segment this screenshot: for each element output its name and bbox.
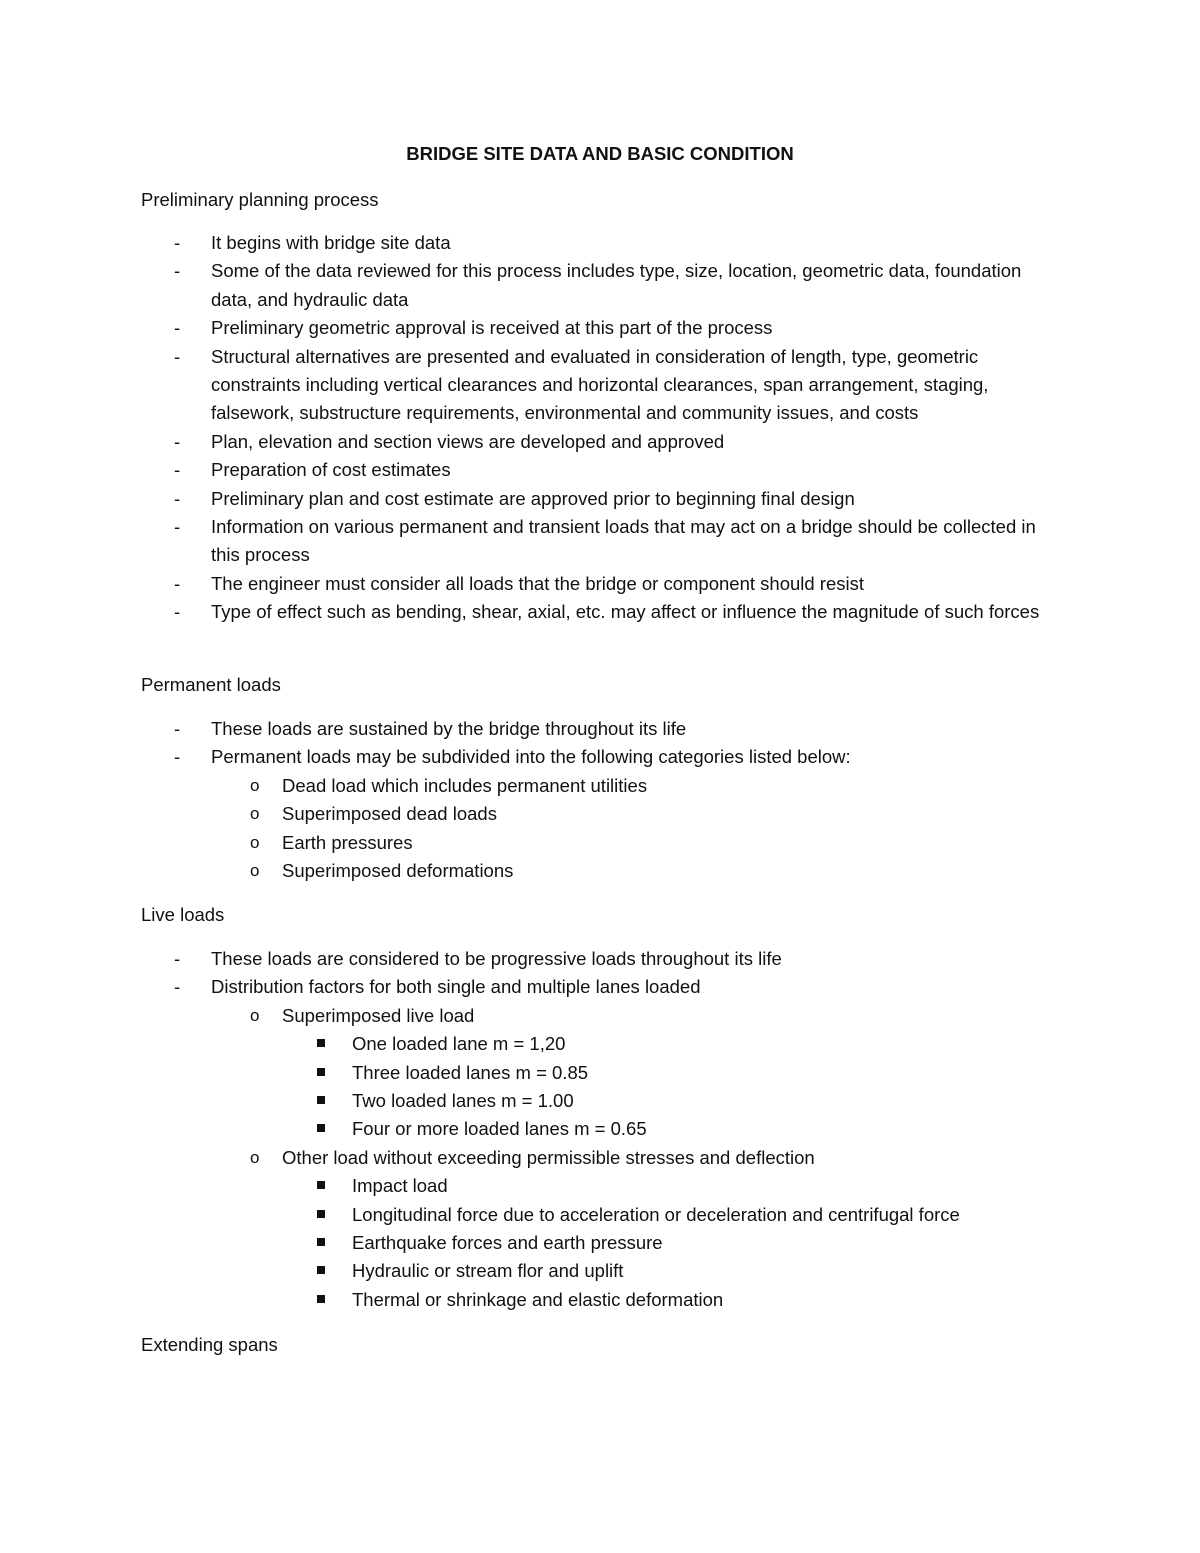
preliminary-planning-list [141,229,1061,627]
dash-bullet: - [174,516,181,538]
sub-sub-list-item: Thermal or shrinkage and elastic deformation [141,1286,1061,1314]
square-bullet-icon [317,1295,325,1303]
list-item: - It begins with bridge site data [141,229,1061,257]
circle-bullet: o [250,861,260,881]
square-bullet-icon [317,1124,325,1132]
circle-bullet: o [250,804,260,824]
sub-sub-list-item: Three loaded lanes m = 0.85 [141,1059,1061,1087]
dash-bullet: - [174,430,181,452]
dash-bullet: - [174,718,181,739]
list-item: - Preliminary plan and cost estimate are approved prior to beginning final design [141,485,1061,513]
square-bullet-icon [317,1238,325,1246]
circle-bullet: o [250,775,260,795]
list-item: - Preparation of cost estimates [141,456,1061,484]
list-item: - The engineer must consider all loads that the bridge or component should resist [141,570,1061,598]
sub-sub-list-item: Two loaded lanes m = 1.00 [141,1087,1061,1115]
sub-sub-list-item: Four or more loaded lanes m = 0.65 [141,1115,1061,1143]
list-item: - These loads are considered to be progressive loads throughout its life [141,945,1061,973]
permanent-loads-list [141,715,1061,885]
list-item: - Some of the data reviewed for this process includes type, size, location, geometric data, foundation data, and hydraulic data [141,257,1061,314]
live-loads-list [141,945,1061,1314]
sub-sub-list-item: One loaded lane m = 1,20 [141,1030,1061,1058]
square-bullet-icon [317,1039,325,1047]
square-bullet-icon [317,1266,325,1274]
list-item: - Preliminary geometric approval is received at this part of the process [141,314,1061,342]
dash-bullet: - [174,317,181,339]
sub-list-item: o Superimposed deformations [141,857,1061,885]
sub-list-item: o Other load without exceeding permissible stresses and deflection [141,1144,1061,1172]
circle-bullet: o [250,1005,260,1025]
dash-bullet: - [174,746,181,768]
section-heading-live-loads: Live loads [141,904,225,925]
list-item: - Information on various permanent and transient loads that may act on a bridge should be collected in this process [141,513,1061,570]
dash-bullet: - [174,572,181,594]
sub-list-item: o Superimposed live load [141,1002,1061,1030]
dash-bullet: - [174,232,181,253]
square-bullet-icon [317,1096,325,1104]
list-item: - Distribution factors for both single and multiple lanes loaded [141,973,1061,1001]
dash-bullet: - [174,601,181,623]
section-heading-extending-spans: Extending spans [141,1334,278,1355]
document-title: BRIDGE SITE DATA AND BASIC CONDITION [406,143,794,164]
sub-list-item: o Superimposed dead loads [141,800,1061,828]
dash-bullet: - [174,948,181,969]
section-heading-permanent-loads: Permanent loads [141,674,281,695]
dash-bullet: - [174,345,181,367]
list-item: - Plan, elevation and section views are developed and approved [141,428,1061,456]
sub-sub-list-item: Impact load [141,1172,1061,1200]
dash-bullet: - [174,459,181,481]
list-item: - Structural alternatives are presented and evaluated in consideration of length, type, geometric constraints including vertical clearances and horizontal clearances, span arrangement, staging, falsework, substructure requirements, environmental and community issues, and costs [141,343,1061,428]
square-bullet-icon [317,1181,325,1189]
list-item: - Type of effect such as bending, shear, axial, etc. may affect or influence the magnitude of such forces [141,598,1061,626]
sub-list-item: o Dead load which includes permanent utilities [141,772,1061,800]
circle-bullet: o [250,1147,260,1167]
square-bullet-icon [317,1068,325,1076]
sub-sub-list-item: Earthquake forces and earth pressure [141,1229,1061,1257]
sub-sub-list-item: Hydraulic or stream flor and uplift [141,1257,1061,1285]
sub-sub-list-item: Longitudinal force due to acceleration or deceleration and centrifugal force [141,1201,1061,1229]
dash-bullet: - [174,260,181,282]
list-item: - Permanent loads may be subdivided into the following categories listed below: [141,743,1061,771]
sub-list-item: o Earth pressures [141,829,1061,857]
square-bullet-icon [317,1210,325,1218]
dash-bullet: - [174,487,181,509]
circle-bullet: o [250,832,260,852]
section-heading-preliminary-planning: Preliminary planning process [141,189,379,210]
list-item: - These loads are sustained by the bridge throughout its life [141,715,1061,743]
dash-bullet: - [174,976,181,998]
